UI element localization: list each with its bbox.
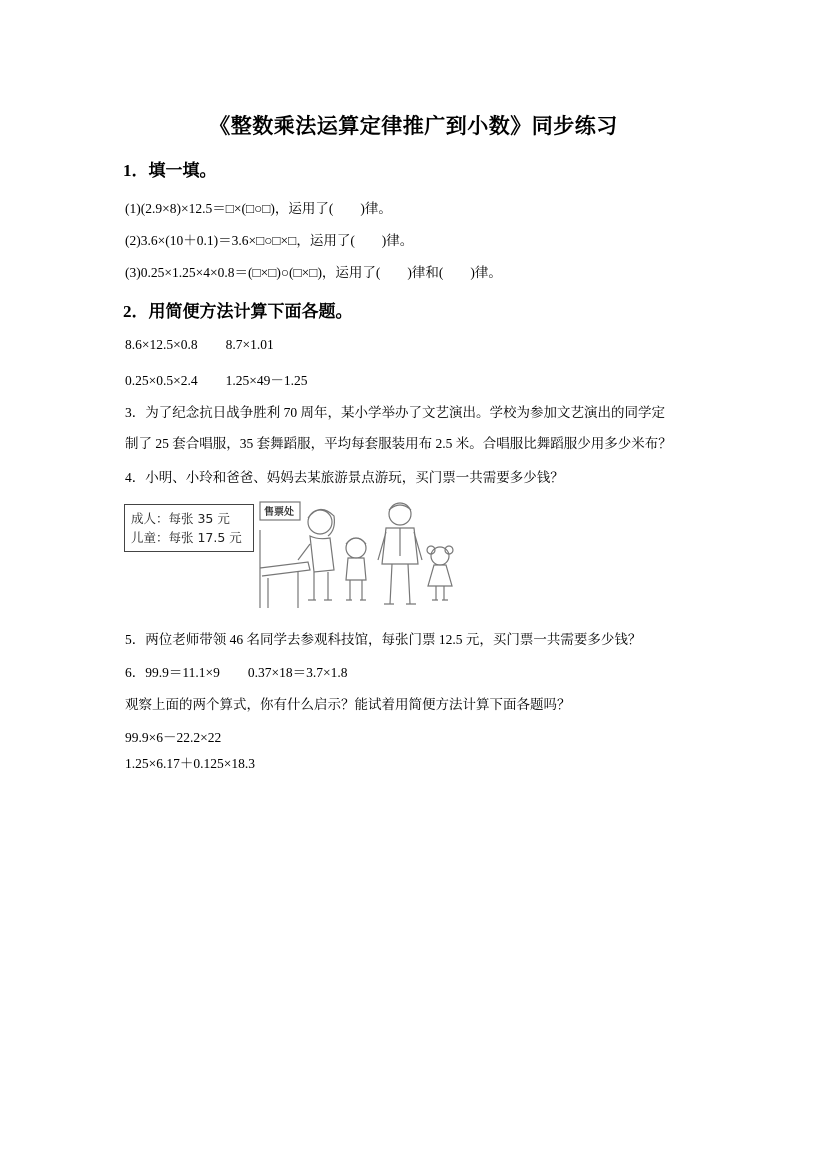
calc-row-2 bbox=[125, 369, 307, 389]
q6-calc-1: 99.9×6－22.2×22 bbox=[125, 730, 222, 745]
father-head bbox=[389, 503, 411, 525]
family-at-ticket-booth-illustration bbox=[258, 500, 470, 612]
q3-line-2: 制了 25 套合唱服，35 套舞蹈服，平均每套服装用布 2.5 米。合唱服比舞蹈服少用多少米布？ bbox=[125, 436, 672, 451]
calc-row-1 bbox=[125, 337, 274, 353]
fill-item-1: (1)(2.9×8)×12.5＝□×(□○□)，运用了( )律。 bbox=[125, 201, 392, 216]
q5-text: 5．两位老师带领 46 名同学去参观科技馆，每张门票 12.5 元，买门票一共需要多少钱？ bbox=[125, 632, 642, 647]
page-title: 《整数乘法运算定律推广到小数》同步练习 bbox=[209, 114, 618, 138]
adult-price: 成人：每张 35 元 bbox=[131, 511, 230, 526]
girl-dress bbox=[428, 565, 452, 586]
ticket-price-notice bbox=[124, 504, 254, 552]
q3-line-1: 3．为了纪念抗日战争胜利 70 周年，某小学举办了文艺演出。学校为参加文艺演出的同学定 bbox=[125, 405, 665, 420]
q6-prompt: 观察上面的两个算式，你有什么启示？能试着用简便方法计算下面各题吗？ bbox=[125, 697, 571, 712]
q6-equations bbox=[125, 661, 347, 681]
booth-sign-text: 售票处 bbox=[264, 507, 294, 518]
calc-expression: 1.25×49－1.25 bbox=[225, 373, 308, 388]
section1-heading: 1．填一填。 bbox=[123, 161, 217, 180]
fill-item-2: (2)3.6×(10＋0.1)＝3.6×□○□×□，运用了( )律。 bbox=[125, 233, 414, 248]
calc-expression: 0.25×0.5×2.4 bbox=[125, 373, 198, 388]
boy-body bbox=[346, 558, 366, 580]
fill-item-3: (3)0.25×1.25×4×0.8＝(□×□)○(□×□)，运用了( )律和( )律。 bbox=[125, 265, 502, 280]
q6-calc-2: 1.25×6.17＋0.125×18.3 bbox=[125, 756, 255, 771]
calc-expression: 8.6×12.5×0.8 bbox=[125, 337, 198, 352]
equation: 6．99.9＝11.1×9 bbox=[125, 665, 220, 680]
ticket-seller-body bbox=[310, 536, 334, 572]
section2-heading: 2．用简便方法计算下面各题。 bbox=[123, 302, 353, 321]
q4-text: 4．小明、小玲和爸爸、妈妈去某旅游景点游玩，买门票一共需要多少钱？ bbox=[125, 470, 564, 485]
girl-head bbox=[431, 547, 449, 565]
equation: 0.37×18＝3.7×1.8 bbox=[247, 665, 348, 680]
child-price: 儿童：每张 17.5 元 bbox=[131, 530, 242, 545]
calc-expression: 8.7×1.01 bbox=[225, 337, 274, 352]
